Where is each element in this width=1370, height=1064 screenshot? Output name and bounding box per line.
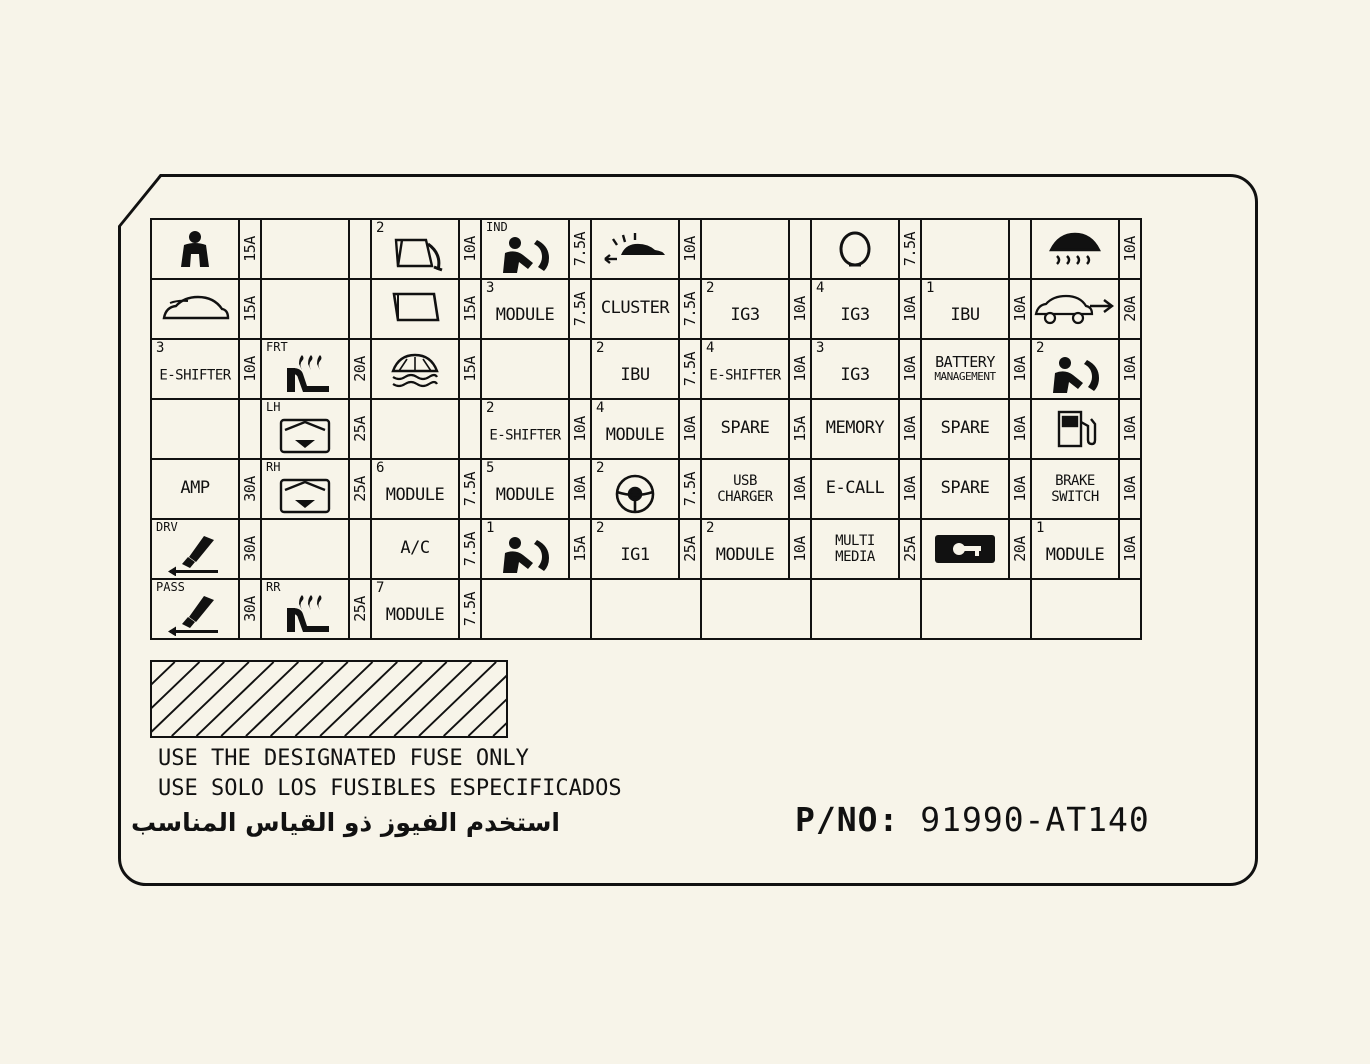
fuse-amp-rating: [569, 279, 591, 339]
power-window-icon: [262, 400, 348, 458]
fuse-slot-prefix: 3: [816, 340, 825, 356]
fuse-amp-value: 20A: [351, 356, 369, 382]
fuse-amp-rating: [349, 579, 371, 639]
fuse-slot: [921, 399, 1009, 459]
power-seat-icon: [152, 580, 238, 638]
fuse-slot-label: MODULE: [385, 485, 445, 506]
fuse-slot-label: E-SHIFTER: [489, 427, 561, 444]
fuse-amp-value: 20A: [1121, 296, 1139, 322]
fuse-amp-rating: [899, 219, 921, 279]
fuse-row: [151, 519, 1141, 579]
fuse-amp-rating: [349, 219, 371, 279]
fuse-amp-rating: [239, 579, 261, 639]
fuse-slot: [481, 459, 569, 519]
fuse-slot-label: CLUSTER: [600, 298, 670, 319]
fuse-amp-rating: [459, 219, 481, 279]
fuse-slot: [481, 279, 569, 339]
fuse-amp-value: 20A: [1011, 536, 1029, 562]
fuse-amp-value: 25A: [351, 596, 369, 622]
fuse-slot-prefix: 2: [486, 400, 495, 416]
fuse-slot-prefix: LH: [266, 400, 281, 414]
fuse-amp-rating: [1009, 399, 1031, 459]
fuse-slot: [811, 219, 899, 279]
fuse-slot-prefix: PASS: [156, 580, 185, 594]
fuse-grid: [150, 218, 1142, 640]
fuse-slot: [701, 459, 789, 519]
fuse-amp-rating: [239, 519, 261, 579]
fuse-amp-value: 10A: [1011, 356, 1029, 382]
fuse-amp-value: 10A: [681, 236, 699, 262]
fuse-amp-rating: [679, 399, 701, 459]
fuse-slot-prefix: 4: [706, 340, 715, 356]
fuse-slot-prefix: 1: [1036, 520, 1045, 536]
fuse-amp-rating: [569, 519, 591, 579]
fuse-amp-value: 7.5A: [461, 591, 479, 627]
fuse-slot-prefix: 4: [816, 280, 825, 296]
power-window-icon: [262, 460, 348, 518]
fuse-amp-value: 15A: [241, 236, 259, 262]
fuse-amp-value: 10A: [1121, 236, 1139, 262]
fuse-slot: [151, 579, 239, 639]
fuse-amp-value: 15A: [241, 296, 259, 322]
fuse-amp-rating: [1009, 219, 1031, 279]
airbag-icon: [482, 520, 568, 578]
fuse-slot-prefix: DRV: [156, 520, 178, 534]
heated-seat-icon: [262, 580, 348, 638]
fuse-amp-rating: [1009, 519, 1031, 579]
fuse-slot-label: MEMORY: [825, 418, 885, 439]
windshield-washer-icon: [372, 340, 458, 398]
fuse-amp-rating: [789, 519, 811, 579]
part-number-label: P/NO:: [795, 800, 900, 839]
fuse-slot: [371, 279, 459, 339]
fuse-slot-prefix: 2: [596, 520, 605, 536]
fuse-amp-value: 10A: [791, 356, 809, 382]
fuse-slot: [591, 519, 679, 579]
fuse-amp-rating: [349, 519, 371, 579]
fuse-slot-label: IG3: [840, 305, 870, 326]
note-spanish: USE SOLO LOS FUSIBLES ESPECIFICADOS: [158, 775, 622, 801]
fuse-slot-label: MODULE: [385, 605, 445, 626]
fuse-slot: [591, 339, 679, 399]
airbag-icon: [482, 220, 568, 278]
fuse-amp-value: 10A: [791, 536, 809, 562]
fuse-slot: [151, 279, 239, 339]
fuse-slot-prefix: 2: [706, 520, 715, 536]
fuse-amp-rating: [569, 399, 591, 459]
fuse-slot: [811, 459, 899, 519]
fuse-slot-label: IBU: [620, 365, 650, 386]
fuse-slot: [701, 519, 789, 579]
empty-space: [811, 579, 921, 639]
fuse-slot-prefix: 1: [926, 280, 935, 296]
fuse-amp-rating: [349, 399, 371, 459]
fuse-slot: [811, 399, 899, 459]
fuse-amp-value: 7.5A: [681, 291, 699, 327]
fuse-amp-rating: [679, 219, 701, 279]
fuse-slot: [371, 579, 459, 639]
fuse-slot-label: USB CHARGER: [717, 472, 773, 505]
fuse-amp-value: 10A: [1121, 416, 1139, 442]
fuse-amp-rating: [789, 399, 811, 459]
fuse-amp-value: 25A: [351, 416, 369, 442]
fuse-amp-rating: [679, 339, 701, 399]
fuse-amp-rating: [459, 279, 481, 339]
fuse-slot: [151, 219, 239, 279]
fuse-amp-rating: [459, 519, 481, 579]
fuse-amp-value: 7.5A: [681, 471, 699, 507]
fuse-slot-label: E-SHIFTER: [159, 367, 231, 384]
fuse-slot: [811, 519, 899, 579]
fuse-slot: [481, 519, 569, 579]
empty-space: [481, 579, 591, 639]
fuse-amp-value: 7.5A: [571, 231, 589, 267]
part-number-value: 91990-AT140: [920, 800, 1150, 839]
fuel-pump-icon: [1032, 400, 1118, 458]
fuse-slot-label: SPARE: [720, 418, 770, 439]
fuse-amp-value: 10A: [901, 476, 919, 502]
fuse-slot: [591, 219, 679, 279]
fuse-slot: [1031, 339, 1119, 399]
fuse-amp-value: 30A: [241, 596, 259, 622]
fuse-slot: [151, 459, 239, 519]
fuse-slot-prefix: 2: [376, 220, 385, 236]
fuse-slot-prefix: 3: [156, 340, 165, 356]
fuse-slot-prefix: FRT: [266, 340, 288, 354]
fuse-amp-value: 15A: [791, 416, 809, 442]
active-hood-icon: [592, 220, 678, 278]
fuse-amp-value: 10A: [681, 416, 699, 442]
notes-block: [158, 744, 918, 803]
fuse-amp-value: 10A: [791, 476, 809, 502]
fuse-slot: [921, 339, 1009, 399]
fuse-amp-rating: [1009, 459, 1031, 519]
fuse-slot: [371, 459, 459, 519]
fuse-amp-value: 10A: [1011, 296, 1029, 322]
fuse-slot-prefix: 4: [596, 400, 605, 416]
fuse-amp-value: 7.5A: [461, 471, 479, 507]
fuse-slot-empty: [701, 219, 789, 279]
fuse-amp-rating: [349, 279, 371, 339]
fuse-slot-label: AMP: [180, 478, 210, 499]
fuse-amp-value: 30A: [241, 476, 259, 502]
fuse-slot-prefix: 3: [486, 280, 495, 296]
fuse-row: [151, 459, 1141, 519]
fuse-slot-prefix: 6: [376, 460, 385, 476]
fuse-slot: [1031, 519, 1119, 579]
fuse-slot-label: E-CALL: [825, 478, 885, 499]
fuse-slot-empty: [261, 519, 349, 579]
steering-loop-icon: [812, 220, 898, 278]
fuse-slot-empty: [261, 219, 349, 279]
fuse-slot: [921, 279, 1009, 339]
fuse-amp-value: 15A: [571, 536, 589, 562]
fuse-amp-value: 10A: [571, 476, 589, 502]
fuse-amp-rating: [1119, 339, 1141, 399]
fuse-amp-value: 10A: [1011, 416, 1029, 442]
fuse-amp-value: 15A: [461, 296, 479, 322]
fuse-slot-label: IBU: [950, 305, 980, 326]
fuse-amp-rating: [459, 459, 481, 519]
hatched-spare-area: [150, 660, 508, 738]
fuse-slot-label: MODULE: [1045, 545, 1105, 566]
fuse-row: [151, 339, 1141, 399]
fuse-amp-rating: [459, 339, 481, 399]
fuse-amp-value: 10A: [241, 356, 259, 382]
rear-defogger-icon: [1032, 220, 1118, 278]
door-lock-icon: [922, 520, 1008, 578]
fuse-slot: [811, 339, 899, 399]
child-seat-icon: [152, 220, 238, 278]
airbag-icon: [1032, 340, 1118, 398]
fuse-amp-rating: [899, 519, 921, 579]
fuse-amp-value: 10A: [1121, 536, 1139, 562]
fuse-amp-rating: [569, 459, 591, 519]
fuse-row: [151, 219, 1141, 279]
fuse-amp-rating: [1009, 279, 1031, 339]
heated-seat-icon: [262, 340, 348, 398]
fuse-slot: [701, 279, 789, 339]
fuse-amp-value: 10A: [791, 296, 809, 322]
fuse-amp-rating: [789, 459, 811, 519]
fuse-slot-label: E-SHIFTER: [709, 367, 781, 384]
fuse-amp-rating: [1009, 339, 1031, 399]
fuse-slot-label: MODULE: [495, 305, 555, 326]
fuse-amp-value: 10A: [1121, 356, 1139, 382]
fuse-amp-rating: [789, 339, 811, 399]
fuse-slot-prefix: RH: [266, 460, 281, 474]
fuse-slot: [1031, 219, 1119, 279]
fuse-slot: [371, 219, 459, 279]
fuse-slot: [261, 459, 349, 519]
fuse-row: [151, 279, 1141, 339]
fuse-amp-rating: [1119, 399, 1141, 459]
fuse-slot-prefix: 2: [1036, 340, 1045, 356]
fuse-slot: [701, 339, 789, 399]
steering-wheel-icon: [592, 460, 678, 518]
fuse-slot-label: A/C: [400, 538, 430, 559]
fuse-slot: [591, 399, 679, 459]
fuse-slot: [261, 579, 349, 639]
fuse-slot: [591, 459, 679, 519]
fuse-amp-rating: [899, 339, 921, 399]
fuse-amp-rating: [789, 279, 811, 339]
fuse-slot: [591, 279, 679, 339]
fuse-amp-rating: [679, 459, 701, 519]
fuse-slot-label: SPARE: [940, 418, 990, 439]
fuse-slot-prefix: 5: [486, 460, 495, 476]
fuse-amp-value: 7.5A: [461, 531, 479, 567]
fuse-amp-rating: [239, 219, 261, 279]
fuse-amp-value: 7.5A: [681, 351, 699, 387]
fuse-amp-value: 7.5A: [571, 291, 589, 327]
fuse-slot: [151, 339, 239, 399]
fuse-amp-value: 25A: [901, 536, 919, 562]
fuse-amp-rating: [899, 459, 921, 519]
fuse-amp-value: 10A: [901, 356, 919, 382]
fuse-slot-label: MODULE: [715, 545, 775, 566]
note-english: USE THE DESIGNATED FUSE ONLY: [158, 746, 529, 771]
fuse-amp-value: 25A: [681, 536, 699, 562]
fuse-amp-rating: [1119, 219, 1141, 279]
fuse-slot-prefix: 2: [596, 460, 605, 476]
fuse-slot-label: SPARE: [940, 478, 990, 499]
fuse-amp-rating: [569, 219, 591, 279]
fuse-slot: [1031, 279, 1119, 339]
fuse-slot-label: IG1: [620, 545, 650, 566]
fuse-slot: [481, 219, 569, 279]
fuse-amp-rating: [239, 459, 261, 519]
empty-space: [701, 579, 811, 639]
tailgate-icon: [152, 280, 238, 338]
power-seat-icon: [152, 520, 238, 578]
fuse-slot-label: BATTERY MANAGEMENT: [934, 353, 996, 384]
rear-glass-icon: [372, 280, 458, 338]
fuse-amp-value: 15A: [461, 356, 479, 382]
fuse-slot-empty: [261, 279, 349, 339]
fuse-amp-rating: [679, 279, 701, 339]
fuse-slot: [1031, 399, 1119, 459]
fuse-amp-rating: [1119, 519, 1141, 579]
fuse-amp-rating: [349, 339, 371, 399]
fuse-amp-value: 10A: [461, 236, 479, 262]
fuse-amp-rating: [239, 339, 261, 399]
fuse-amp-rating: [1119, 459, 1141, 519]
fuse-slot-label: MULTI MEDIA: [835, 532, 875, 565]
fuse-slot-empty: [371, 399, 459, 459]
fuse-amp-rating: [899, 279, 921, 339]
fuse-slot-empty: [151, 399, 239, 459]
fuse-slot-prefix: 7: [376, 580, 385, 596]
fuse-amp-rating: [679, 519, 701, 579]
fuse-slot: [701, 399, 789, 459]
part-number: [795, 800, 1150, 839]
fuse-slot: [481, 399, 569, 459]
empty-space: [1031, 579, 1141, 639]
fuse-slot-prefix: 2: [596, 340, 605, 356]
fuse-amp-value: 10A: [901, 416, 919, 442]
trailer-icon: [1032, 280, 1118, 338]
empty-space: [591, 579, 701, 639]
fuse-slot: [811, 279, 899, 339]
fuse-amp-value: 25A: [351, 476, 369, 502]
fuse-slot: [371, 339, 459, 399]
fuse-slot: [921, 459, 1009, 519]
fuse-slot: [261, 339, 349, 399]
fuse-slot: [921, 519, 1009, 579]
fuse-slot-prefix: IND: [486, 220, 508, 234]
fuse-amp-rating: [239, 279, 261, 339]
fuse-amp-value: 10A: [901, 296, 919, 322]
fuse-slot-empty: [481, 339, 569, 399]
fuse-slot-prefix: 2: [706, 280, 715, 296]
fuse-slot-label: MODULE: [495, 485, 555, 506]
fuse-amp-value: 7.5A: [901, 231, 919, 267]
fuse-slot-empty: [921, 219, 1009, 279]
fuse-amp-value: 10A: [1011, 476, 1029, 502]
fuse-slot-label: BRAKE SWITCH: [1051, 472, 1099, 505]
fuse-slot-label: MODULE: [605, 425, 665, 446]
rear-wiper-icon: [372, 220, 458, 278]
fuse-amp-value: 10A: [571, 416, 589, 442]
note-arabic: استخدم الفيوز ذو القياس المناسب: [131, 808, 560, 837]
fuse-row: [151, 399, 1141, 459]
fuse-slot: [371, 519, 459, 579]
fuse-slot-prefix: 1: [486, 520, 495, 536]
fuse-slot: [261, 399, 349, 459]
fuse-amp-rating: [1119, 279, 1141, 339]
empty-space: [921, 579, 1031, 639]
fuse-amp-rating: [789, 219, 811, 279]
fuse-slot-prefix: RR: [266, 580, 281, 594]
fuse-amp-value: 30A: [241, 536, 259, 562]
fuse-amp-rating: [239, 399, 261, 459]
fuse-slot: [1031, 459, 1119, 519]
fuse-slot-label: IG3: [840, 365, 870, 386]
fuse-amp-rating: [459, 579, 481, 639]
fuse-amp-rating: [899, 399, 921, 459]
fuse-row: [151, 579, 1141, 639]
fuse-amp-rating: [459, 399, 481, 459]
fuse-slot: [151, 519, 239, 579]
fuse-amp-rating: [569, 339, 591, 399]
fuse-amp-rating: [349, 459, 371, 519]
fuse-slot-label: IG3: [730, 305, 760, 326]
fuse-amp-value: 10A: [1121, 476, 1139, 502]
